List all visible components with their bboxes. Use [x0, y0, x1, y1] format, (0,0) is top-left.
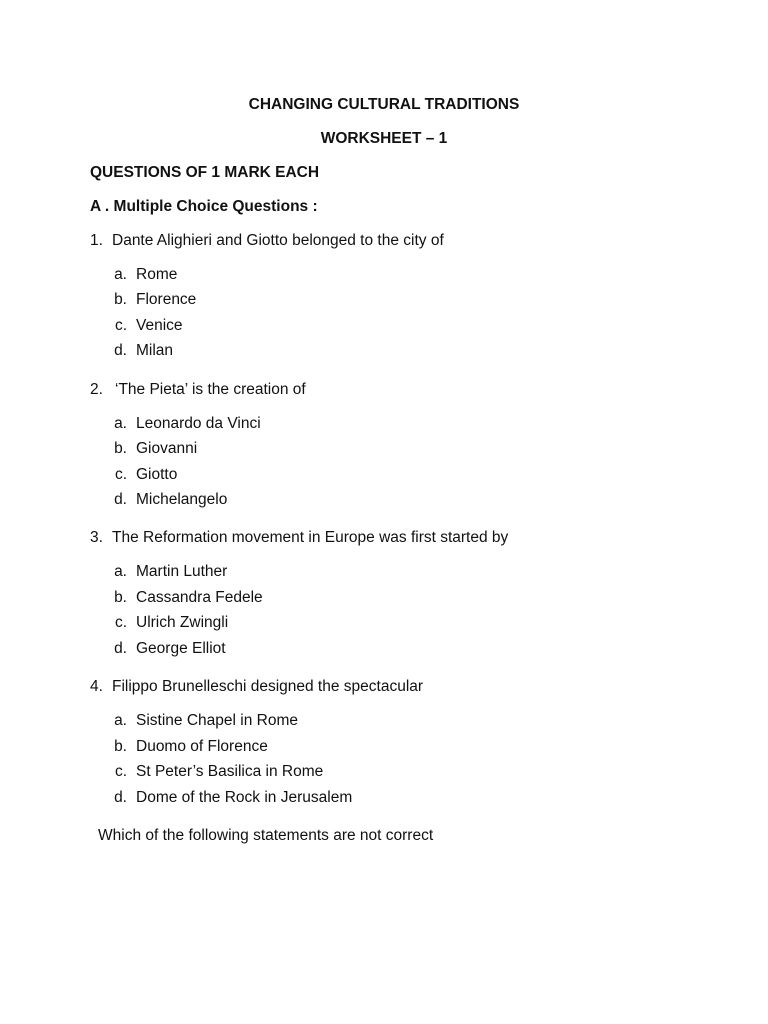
trailing-question-prompt: Which of the following statements are not correct	[98, 827, 434, 844]
option-text: Duomo of Florence	[136, 738, 268, 755]
option-letter: d.	[114, 342, 127, 359]
question-text: Filippo Brunelleschi designed the spectacular	[112, 678, 424, 695]
question-number: 3.	[90, 529, 103, 546]
option-text: Giovanni	[136, 440, 198, 457]
option-letter: b.	[114, 738, 127, 755]
option-letter: d.	[114, 491, 127, 508]
option-text: Sistine Chapel in Rome	[136, 712, 298, 729]
option-text: Giotto	[136, 466, 178, 483]
option-letter: b.	[114, 589, 127, 606]
question-text: ‘The Pieta’ is the creation of	[115, 381, 306, 398]
option-letter: a.	[114, 415, 127, 432]
option-letter: a.	[114, 563, 127, 580]
option-text: George Elliot	[136, 640, 226, 657]
option-text: Florence	[136, 291, 197, 308]
option-letter: d.	[114, 640, 127, 657]
option-text: Milan	[136, 342, 174, 359]
option-letter: c.	[114, 614, 127, 631]
worksheet-label: WORKSHEET – 1	[320, 130, 448, 147]
option-text: St Peter’s Basilica in Rome	[136, 763, 324, 780]
question-number: 1.	[90, 232, 103, 249]
question-text: Dante Alighieri and Giotto belonged to the city of	[112, 232, 444, 249]
option-letter: a.	[114, 712, 127, 729]
option-text: Dome of the Rock in Jerusalem	[136, 789, 353, 806]
option-text: Cassandra Fedele	[136, 589, 263, 606]
option-text: Venice	[136, 317, 183, 334]
section-heading: QUESTIONS OF 1 MARK EACH	[90, 164, 320, 181]
option-letter: c.	[114, 317, 127, 334]
option-letter: b.	[114, 440, 127, 457]
option-letter: c.	[114, 763, 127, 780]
question-number: 2.	[90, 381, 103, 398]
option-text: Leonardo da Vinci	[136, 415, 261, 432]
option-text: Rome	[136, 266, 178, 283]
option-letter: b.	[114, 291, 127, 308]
option-letter: d.	[114, 789, 127, 806]
question-number: 4.	[90, 678, 103, 695]
option-letter: c.	[114, 466, 127, 483]
question-text: The Reformation movement in Europe was first started by	[112, 529, 509, 546]
document-title: CHANGING CULTURAL TRADITIONS	[248, 96, 520, 113]
option-text: Ulrich Zwingli	[136, 614, 229, 631]
option-text: Michelangelo	[136, 491, 228, 508]
option-letter: a.	[114, 266, 127, 283]
subsection-heading: A . Multiple Choice Questions :	[90, 198, 318, 215]
option-text: Martin Luther	[136, 563, 228, 580]
